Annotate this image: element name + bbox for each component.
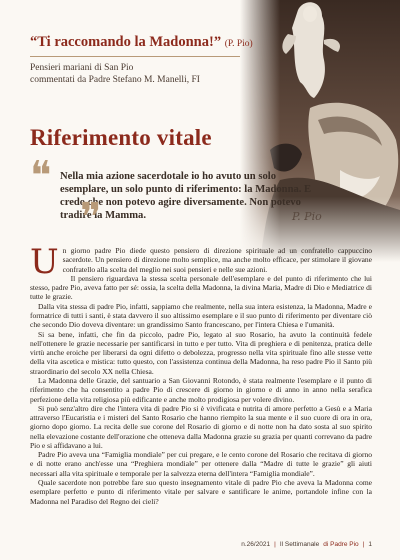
body-paragraph: Padre Pio aveva una “Famiglia mondiale” per cui pregare, e le cento corone del Rosario che recitava di giorno e di notte erano anch'esse una “Preghiera mondiale” per ottenere dalla “Madre di tutte le grazie” gli aiuti necessari alla vita spirituale e temporale per la salvezza eterna dell'intera “Famiglia mondiale”.	[30, 450, 372, 478]
column-header-author: (P. Pio)	[224, 39, 253, 49]
subtitle-line-2: commentati da Padre Stefano M. Manelli, FI	[30, 75, 200, 85]
close-quote-mark-icon: ❞	[80, 195, 102, 241]
article-body	[30, 242, 372, 506]
page-number: 1	[368, 540, 372, 548]
column-header-text: “Ti raccomando la Madonna!”	[30, 34, 222, 50]
article-title: Riferimento vitale	[30, 125, 212, 150]
paragraph-text: n giorno padre Pio diede questo pensiero di direzione spirituale ad un confratello cappuccino sacerdote. Un pensiero di direzione molto semplice, ma anche molto efficace, per stimolare il giovane confratello alla scelta del meglio nei suoi pensieri e nelle sue azioni.	[62, 246, 372, 274]
column-header-title	[30, 34, 260, 53]
drop-cap: U	[30, 242, 59, 282]
page-footer	[0, 538, 372, 550]
body-paragraph: Si sa bene, infatti, che fin da piccolo, padre Pio, legato al suo Rosario, ha avuto la continuità fedele nell'ottenere le grazie necessarie per santificarsi in tutto e per tutto. Vita di preghiera e di penitenza, pratica delle virtù anche eroiche per liberarsi da ogni difetto o debolezza, progresso nella vita spirituale fino alle stesse vette della vita ascetica e mistica: tutto questo, con l'assistenza continua della Madonna, ha reso padre Pio il Santo più straordinario del secolo XX nella Chiesa.	[30, 329, 372, 376]
body-paragraph: Si può senz'altro dire che l'intera vita di padre Pio si è vivificata e nutrita di amore perfetto a Gesù e a Maria attraverso l'Eucaristia e i misteri del Santo Rosario che hanno riempito la sua mente e il suo cuore di ora in ora, giorno dopo giorno. La recita delle sue corone del Rosario di giorno e di notte non ha dato sosta al suo spirito nella elevazione costante dell'orazione che otteneva dalla Madonna grazie su grazia per quanti correvano da padre Pio e si affidavano a lui.	[30, 403, 372, 450]
body-paragraph: Dalla vita stessa di padre Pio, infatti, sappiamo che realmente, nella sua intera esistenza, la Madonna, Madre e formatrice di tutti i santi, è stata davvero il suo altissimo esemplare e il suo punto di riferimento per diventare ciò che secondo Dio doveva diventare: un grandissimo Santo francescano, per l'intera Chiesa e l'umanità.	[30, 301, 372, 330]
body-paragraph: Il pensiero riguardava la stessa scelta personale dell'esemplare e del punto di riferimento che lui stesso, padre Pio, aveva fatto per sé: ossia, la scelta della Madonna, la divina Maria, Madre di Dio e Mediatrice di tutte le grazie.	[30, 273, 372, 302]
body-paragraph: Quale sacerdote non potrebbe fare suo questo insegnamento vitale di padre Pio che aveva la Madonna come esemplare perfetto e punto di riferimento vitale per salvare e santificare le anime, portandole infine con la Madonna nel Paradiso del Regno dei cieli?	[30, 478, 372, 506]
open-quote-mark-icon: ❝	[30, 153, 52, 199]
footer-separator-2: |	[362, 540, 365, 548]
column-subtitle	[30, 62, 270, 86]
footer-separator: |	[274, 540, 276, 548]
magazine-name-suffix: di Padre Pio	[323, 540, 359, 548]
body-paragraph: La Madonna delle Grazie, del santuario a San Giovanni Rotondo, è stata realmente l'esemplare e il punto di riferimento che ha consentito a padre Pio di crescere di giorno in giorno e di anno in anno nella serafica perfezione della vita religiosa più edificante e anche molto prodigiosa per volere divino.	[30, 375, 372, 404]
subtitle-line-1: Pensieri mariani di San Pio	[30, 63, 134, 73]
magazine-name: Il Settimanale	[279, 540, 320, 548]
header-divider	[30, 56, 240, 57]
pull-quote: Nella mia azione sacerdotale io ho avuto un solo esemplare, un solo punto di riferimento: la Madonna. E credo che non potevo agire diversamente. Non potevo tradire la Mamma.	[60, 171, 312, 222]
signature: P. Pio	[292, 210, 322, 223]
body-paragraph	[30, 242, 372, 282]
issue-number: n.26/2021	[241, 540, 271, 548]
